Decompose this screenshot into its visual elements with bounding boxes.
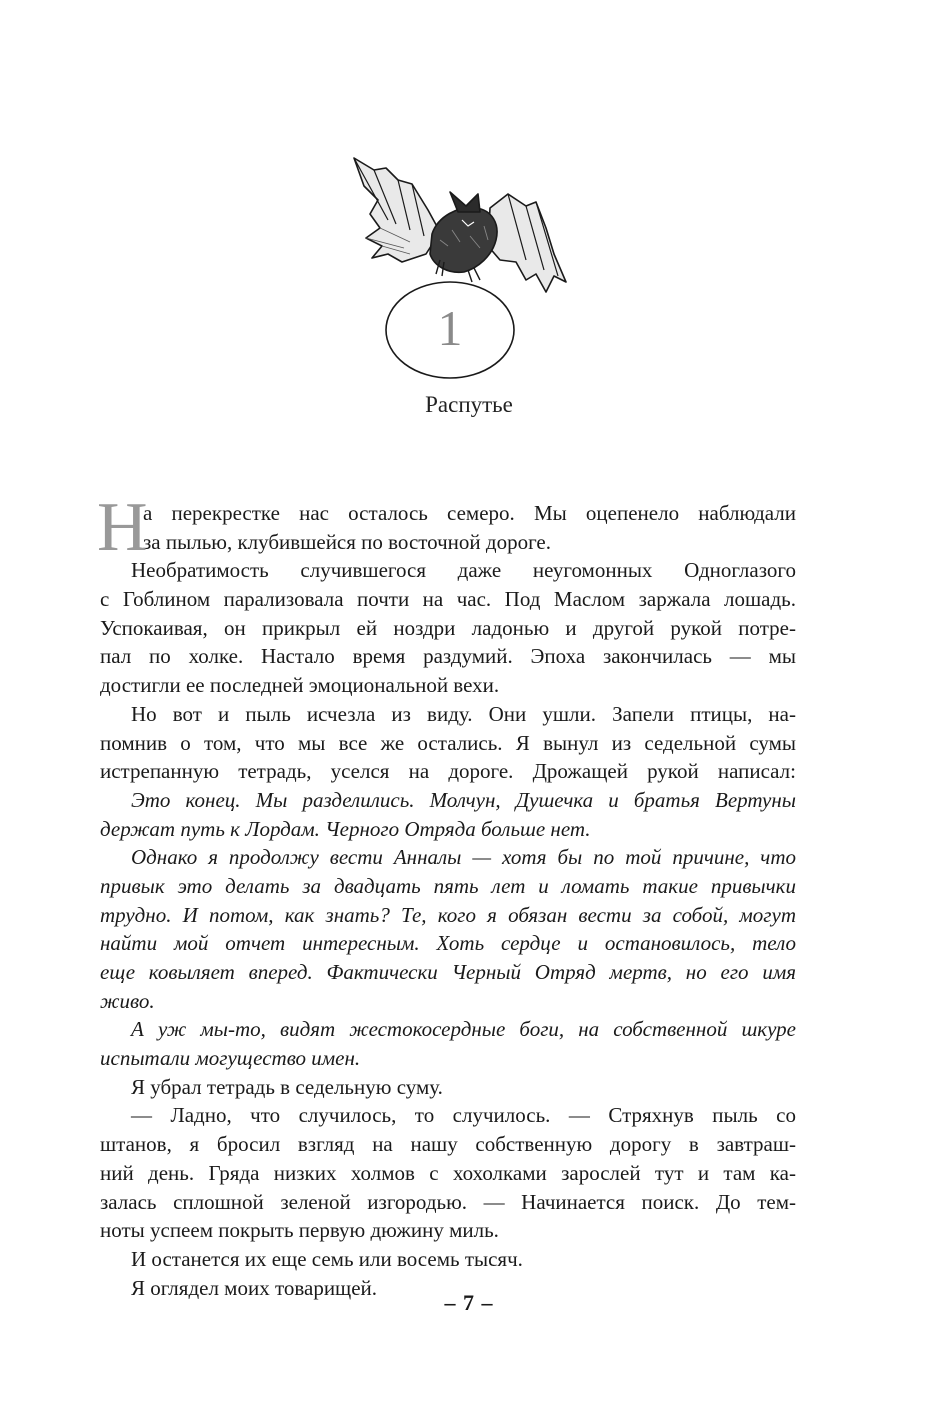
text-line: за пылью, клубившейся по восточной дороге.	[143, 529, 552, 554]
text-line: — Ладно, что случилось, то случилось. — Стряхнув пыль со	[131, 1103, 796, 1128]
text-line: Но вот и пыль исчезла из виду. Они ушли. Запели птицы, на-	[131, 701, 796, 726]
text-line: испытали могущество имен.	[100, 1046, 361, 1071]
page-number: – 7 –	[444, 1290, 494, 1315]
text-line: Однако я продолжу вести Анналы — хотя бы по той причине, что	[131, 845, 796, 870]
chapter-title: Распутье	[425, 392, 513, 417]
text-line: Необратимость случившегося даже неугомонных Одноглазого	[131, 558, 796, 583]
bat-icon	[354, 158, 566, 292]
text-line: Это конец. Мы разделились. Молчун, Душечка и братья Вертуны	[131, 787, 796, 812]
text-line: держат путь к Лордам. Черного Отряда больше нет.	[100, 816, 591, 841]
text-line: пал по холке. Настало время раздумий. Эпоха закончилась — мы	[100, 644, 796, 669]
text-line: найти мой отчет интересным. Хоть сердце и остановилось, тело	[100, 931, 796, 956]
chapter-body-text	[97, 489, 796, 1302]
text-line: достигли ее последней эмоциональной вехи.	[100, 673, 500, 698]
text-line: живо.	[100, 988, 155, 1013]
text-line: еще ковыляет вперед. Фактически Черный Отряд мертв, но его имя	[100, 960, 796, 984]
text-line: Я убрал тетрадь в седельную суму.	[131, 1074, 443, 1099]
text-line: ний день. Гряда низких холмов с хохолками зарослей тут и там ка-	[100, 1160, 796, 1185]
text-line: истрепанную тетрадь, уселся на дороге. Дрожащей рукой написал:	[100, 759, 796, 784]
drop-cap-letter: Н	[97, 489, 148, 566]
text-line: а перекрестке нас осталось семеро. Мы оцепенело наблюдали	[143, 501, 796, 525]
text-line: с Гоблином парализовала почти на час. Под Маслом заржала лошадь.	[100, 587, 796, 612]
chapter-number: 1	[437, 300, 463, 356]
text-line: ноты успеем покрыть первую дюжину миль.	[100, 1218, 499, 1243]
text-line: привык это делать за двадцать пять лет и ломать такие привычки	[100, 873, 796, 898]
text-line: Я оглядел моих товарищей.	[131, 1275, 378, 1300]
text-line: залась сплошной зеленой изгородью. — Начинается поиск. До тем-	[100, 1189, 796, 1214]
text-line: А уж мы-то, видят жестокосердные боги, на собственной шкуре	[131, 1017, 796, 1042]
text-line: И останется их еще семь или восемь тысяч.	[131, 1246, 523, 1271]
text-line: Успокаивая, он прикрыл ей ноздри ладонью и другой рукой потре-	[100, 615, 796, 640]
text-line: помнив о том, что мы все же остались. Я вынул из седельной сумы	[100, 730, 796, 755]
text-line: штанов, я бросил взгляд на нашу собственную дорогу в завтраш-	[100, 1132, 796, 1157]
text-line: трудно. И потом, как знать? Те, кого я обязан вести за собой, могут	[100, 902, 796, 927]
